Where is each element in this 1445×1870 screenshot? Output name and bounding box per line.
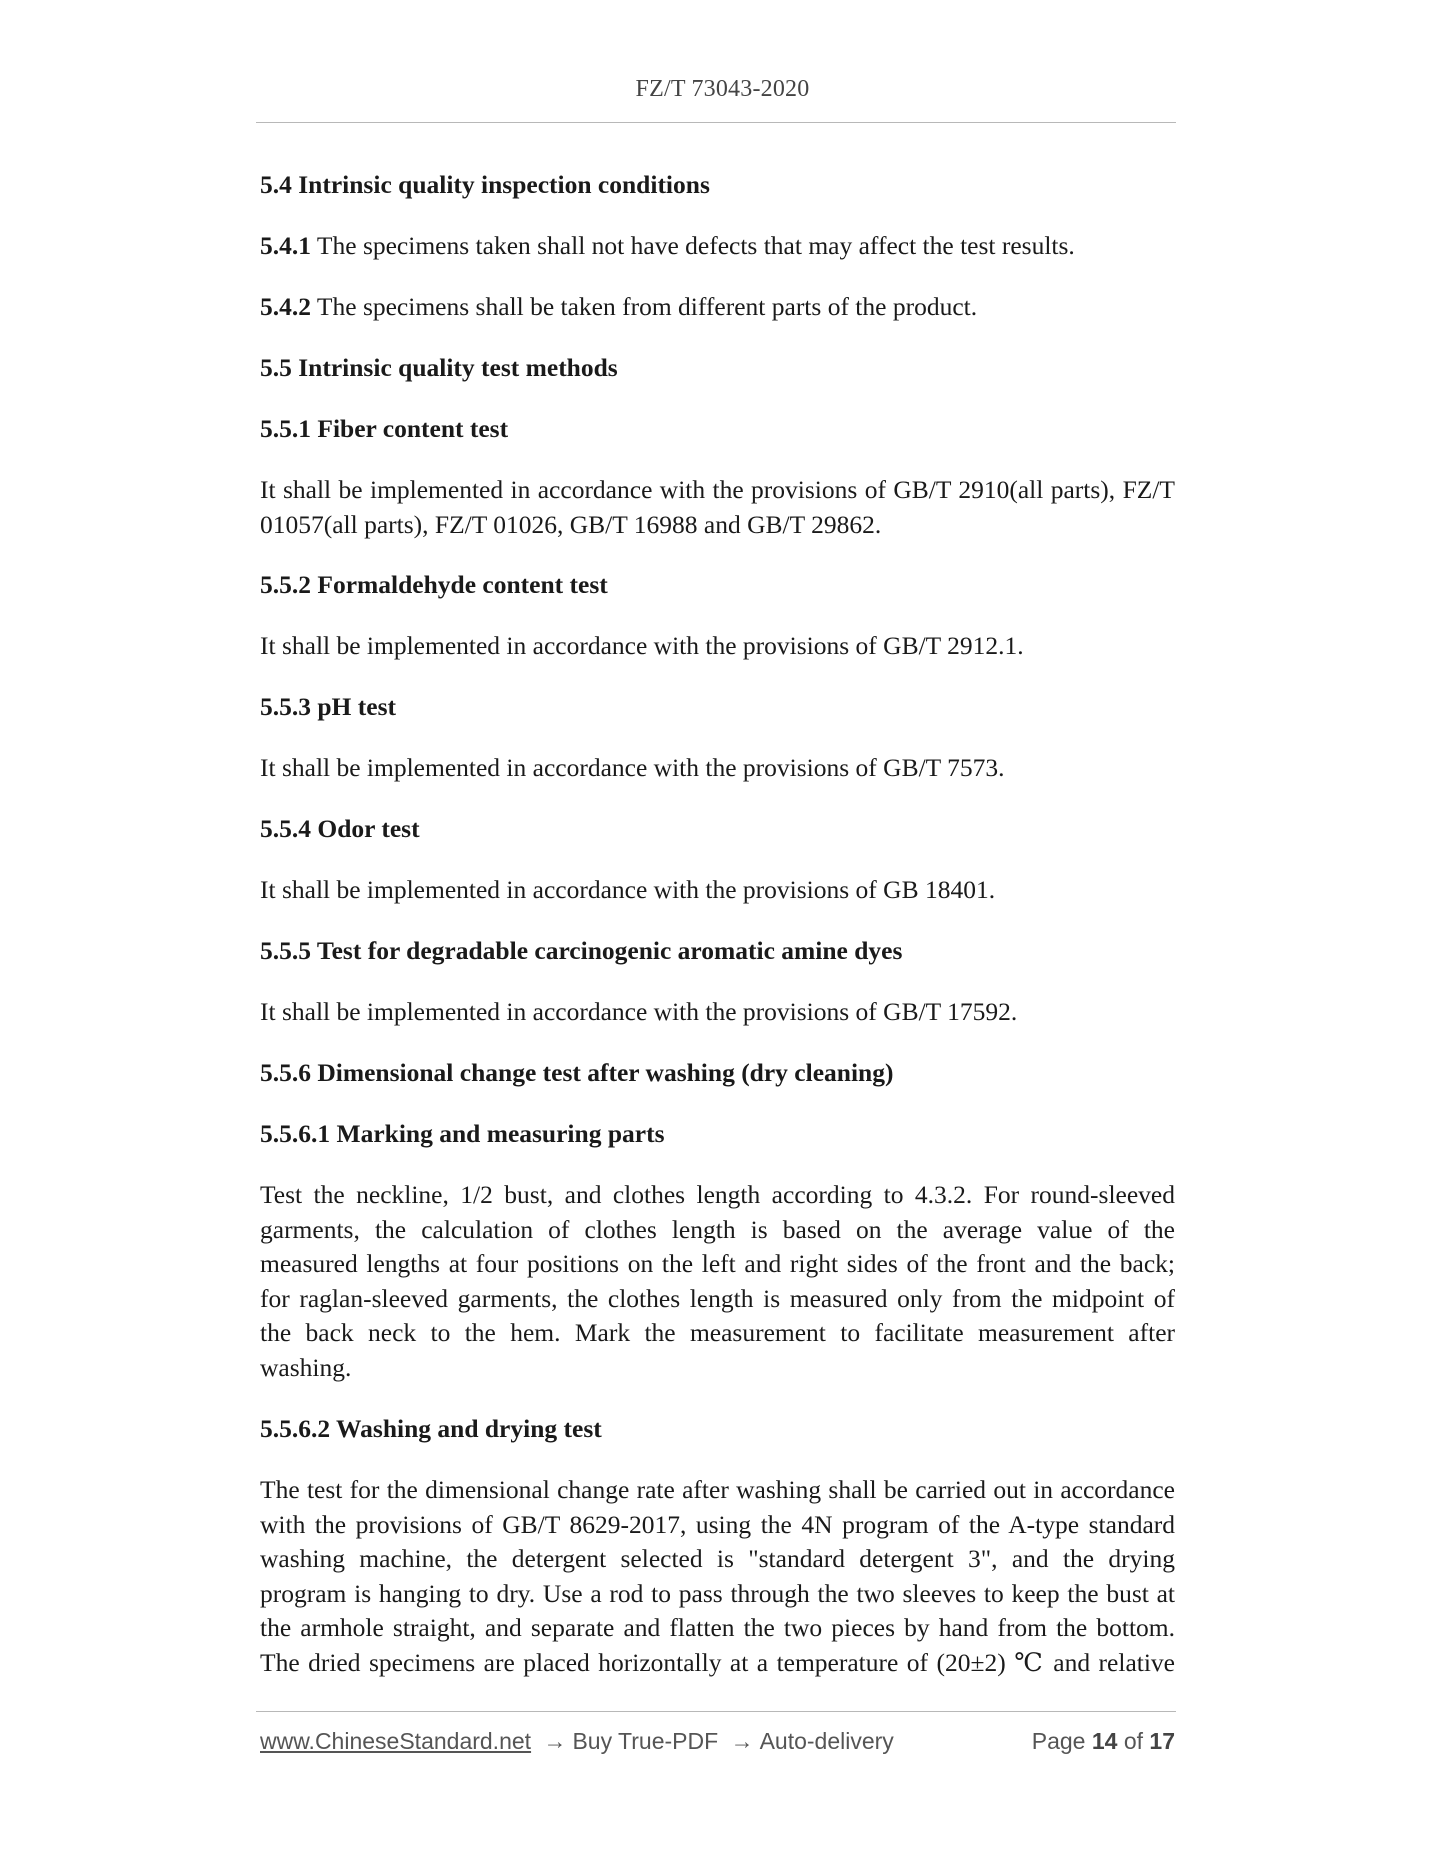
paragraph-line: Test the neckline, 1/2 bust, and clothes length according to 4.3.2. For round-sleeved [260,1180,1175,1209]
paragraph-line: The test for the dimensional change rate after washing shall be carried out in accordance [260,1475,1175,1504]
clause-text: The specimens shall be taken from different parts of the product. [316,292,978,321]
section-number: 5.5.2 [260,570,311,599]
section-number: 5.5.3 [260,692,311,721]
arrow-right-icon: → [543,1728,567,1754]
paragraph-line: the back neck to the hem. Mark the measurement to facilitate measurement after [260,1318,1175,1348]
section-title: pH test [317,692,396,721]
page-indicator [1032,1728,1175,1755]
paragraph-5-5-6-1 [260,1178,1175,1386]
heading-5-5-1 [260,412,508,446]
paragraph-5-5-1 [260,473,1175,542]
section-title: Intrinsic quality test methods [298,353,618,382]
section-number: 5.5.5 [260,936,311,965]
heading-5-5-5 [260,934,902,968]
section-title: Odor test [317,814,420,843]
total-pages: 17 [1149,1728,1175,1754]
paragraph-line: washing machine, the detergent selected is "standard detergent 3", and the drying [260,1544,1175,1574]
heading-5-4 [260,168,710,202]
paragraph-line: with the provisions of GB/T 8629-2017, using the 4N program of the A-type standard [260,1509,1175,1539]
paragraph-line: garments, the calculation of clothes length is based on the average value of the [260,1214,1175,1244]
paragraph-5-5-6-2 [260,1473,1175,1681]
paragraph-line: washing. [260,1352,352,1382]
heading-5-5-6-1 [260,1117,665,1151]
section-number: 5.5 [260,353,292,382]
chinesestandard-link[interactable]: www.ChineseStandard.net [260,1728,532,1754]
paragraph-line: measured lengths at four positions on the left and right sides of the front and the back; [260,1249,1175,1279]
paragraph-5-5-5: It shall be implemented in accordance with the provisions of GB/T 17592. [260,997,1018,1026]
header-rule [256,122,1176,123]
section-title: Test for degradable carcinogenic aromatic amine dyes [316,936,903,965]
paragraph-line: 01057(all parts), FZ/T 01026, GB/T 16988 and GB/T 29862. [260,509,882,539]
of-label: of [1123,1728,1144,1754]
current-page-number: 14 [1091,1728,1118,1754]
clause-text: The specimens taken shall not have defects that may affect the test results. [316,231,1075,260]
section-title: Fiber content test [317,414,509,443]
heading-5-5-4 [260,812,420,846]
paragraph-line: It shall be implemented in accordance with the provisions of GB/T 2910(all parts), FZ/T [260,475,1175,504]
arrow-right-icon: → [730,1728,754,1754]
paragraph-line: program is hanging to dry. Use a rod to pass through the two sleeves to keep the bust at [260,1578,1175,1608]
section-number: 5.5.6.2 [260,1414,331,1443]
section-title: Intrinsic quality inspection conditions [298,170,710,199]
paragraph-5-5-4: It shall be implemented in accordance with the provisions of GB 18401. [260,875,996,904]
section-number: 5.5.1 [260,414,311,443]
heading-5-5-6 [260,1056,893,1090]
footer-links [260,1728,894,1755]
paragraph-line: The dried specimens are placed horizontally at a temperature of (20±2) ℃ and relative [260,1647,1175,1677]
section-title: Washing and drying test [336,1414,602,1443]
paragraph-line: the armhole straight, and separate and flatten the two pieces by hand from the bottom. [260,1613,1175,1643]
footer-rule [256,1711,1176,1712]
clause-number: 5.4.2 [260,292,311,321]
buy-true-pdf-text: Buy True-PDF [572,1728,719,1754]
section-title: Dimensional change test after washing (dry cleaning) [317,1058,894,1087]
section-number: 5.5.6.1 [260,1119,331,1148]
section-number: 5.5.4 [260,814,311,843]
section-title: Formaldehyde content test [317,570,608,599]
clause-5-4-2 [260,290,977,324]
standard-code-header: FZ/T 73043-2020 [635,76,810,102]
paragraph-5-5-3: It shall be implemented in accordance with the provisions of GB/T 7573. [260,753,1005,782]
section-number: 5.4 [260,170,292,199]
page-label: Page [1031,1728,1086,1754]
heading-5-5-6-2 [260,1412,602,1446]
clause-5-4-1 [260,229,1075,263]
heading-5-5 [260,351,618,385]
auto-delivery-text: Auto-delivery [759,1728,894,1754]
heading-5-5-2 [260,568,608,602]
heading-5-5-3 [260,690,396,724]
clause-number: 5.4.1 [260,231,311,260]
page-footer [260,1728,1175,1762]
paragraph-5-5-2: It shall be implemented in accordance with the provisions of GB/T 2912.1. [260,631,1024,660]
section-number: 5.5.6 [260,1058,311,1087]
section-title: Marking and measuring parts [336,1119,665,1148]
paragraph-line: for raglan-sleeved garments, the clothes length is measured only from the midpoint of [260,1283,1175,1313]
